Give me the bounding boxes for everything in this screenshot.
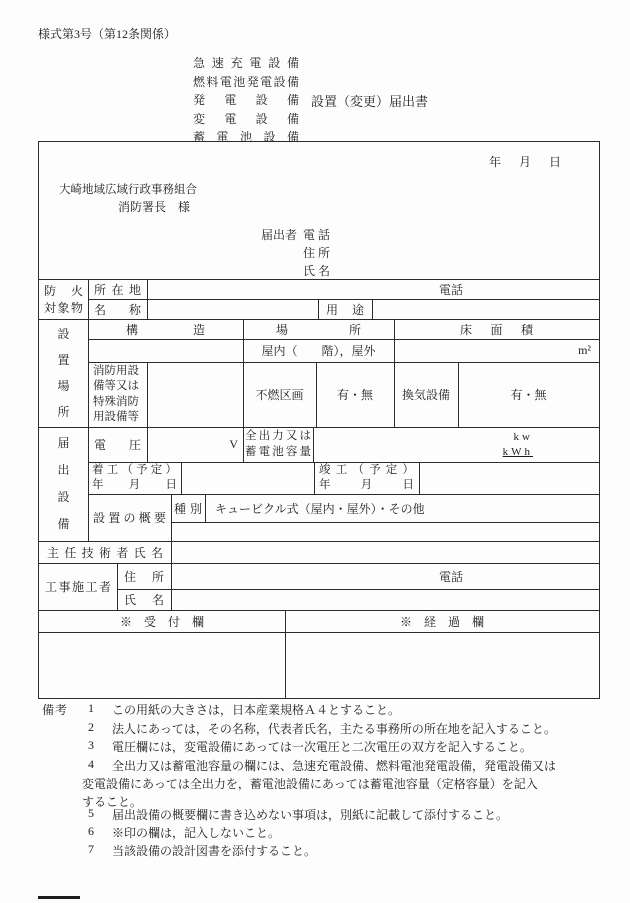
date-line: 年 月 日 (489, 155, 565, 169)
output-label: 全出力又は 蓄電池容量 (245, 430, 311, 458)
note-item: 1 この用紙の大きさは，日本産業規格Ａ４とすること。 (88, 701, 401, 717)
form-number: 様式第3号（第12条関係） (38, 27, 177, 41)
kw-unit: kw (513, 430, 533, 443)
ventilation-label: 換気設備 (401, 388, 450, 402)
structure-header: 構造 (126, 322, 205, 337)
kwh-unit: kWh (502, 445, 533, 458)
contractor-label: 工事施工者 (45, 580, 111, 594)
title-equipment-line: 変電設備 (193, 111, 299, 126)
note-item-continuation: すること。 (82, 795, 143, 809)
scan-artifact (38, 896, 80, 899)
fireproof-value: 有・無 (336, 388, 373, 402)
place-section-header: 設置場所 (57, 327, 70, 419)
voltage-label: 電圧 (94, 438, 141, 452)
table-line (171, 522, 599, 523)
applicant-name-label: 氏名 (303, 264, 334, 278)
fire-object-use-label: 用途 (326, 302, 364, 317)
notes-label: 備考 (42, 703, 69, 717)
note-item-continuation: 変電設備にあっては全出力を，蓄電池設備にあっては蓄電池容量（定格容量）を記入 (82, 777, 538, 791)
voltage-unit: V (229, 437, 238, 451)
applicant-label: 届出者 (261, 228, 298, 242)
note-item: 2 法人にあっては，その名称，代表者氏名，主たる事務所の所在地を記入すること。 (88, 720, 556, 736)
note-item: 5 届出設備の概要欄に書き込めない事項は，別紙に記載して添付すること。 (88, 806, 509, 822)
table-line (419, 462, 420, 494)
location-header: 場所 (276, 322, 361, 337)
fire-object-header (39, 279, 88, 319)
title-suffix: 設置（変更）届出書 (311, 94, 429, 109)
fire-object-address-label: 所在地 (94, 282, 141, 297)
overview-label: 設置の概要 (93, 511, 166, 525)
contractor-address-label: 住所 (124, 569, 164, 584)
chief-engineer-label: 主任技術者氏名 (47, 545, 163, 560)
table-line (117, 589, 599, 590)
applicant-phone-label: 電話 (303, 228, 334, 242)
note-item: 7 当該設備の設計図書を添付すること。 (88, 842, 317, 858)
progress-header: ※ 経 過 欄 (399, 614, 484, 629)
recipient-org: 大崎地域広域行政事務組合 (59, 184, 197, 196)
table-line (39, 632, 599, 633)
indoor-outdoor-value: 屋内（ 階），屋外 (261, 344, 376, 358)
capacity-units (313, 427, 599, 462)
equipment-section-header: 届出設備 (57, 436, 70, 531)
note-item: 3 電圧欄には，変電設備にあっては一次電圧と二次電圧の双方を記入すること。 (88, 738, 532, 754)
floor-area-header: 床面積 (460, 322, 533, 337)
reception-header: ※ 受 付 欄 (119, 614, 204, 629)
table-line (181, 462, 182, 494)
note-item: 6 ※印の欄は，記入しないこと。 (88, 824, 281, 840)
fire-object-header-line1: 防火 (44, 284, 83, 298)
fire-equipment-label: 消防用設備等又は特殊消防用設備等 (93, 364, 139, 423)
fire-object-phone-label: 電話 (438, 282, 463, 297)
area-unit: m² (578, 343, 591, 357)
form-table (38, 141, 600, 699)
title-equipment-line: 急速充電設備 (193, 56, 299, 70)
applicant-address-label: 住所 (303, 246, 334, 260)
start-date-label: 着工（予定） 年 月 日 (92, 463, 177, 491)
title-equipment-line: 発電設備 (193, 93, 299, 107)
recipient-title: 消防署長 様 (118, 200, 191, 214)
ventilation-value: 有・無 (510, 388, 547, 402)
title-equipment-line: 燃料電池発電設備 (193, 74, 299, 89)
table-line (147, 279, 148, 319)
type-label: 種別 (174, 501, 202, 516)
fire-object-name-label: 名称 (94, 302, 141, 317)
title-equipment-list (193, 54, 299, 147)
contractor-name-label: 氏名 (124, 593, 164, 607)
type-value: キュービクル式（屋内・屋外）・その他 (215, 501, 425, 516)
finish-date-label: 竣工（予定） 年 月 日 (319, 463, 414, 491)
table-line (372, 299, 373, 319)
note-item: 4 全出力又は蓄電池容量の欄には、急速充電設備、燃料電池発電設備，発電設備又は (88, 757, 557, 773)
contractor-phone-label: 電話 (438, 569, 463, 584)
fireproof-label: 不燃区画 (255, 388, 304, 402)
fire-object-header-line2: 対象物 (44, 301, 83, 315)
title-equipment-line: 蓄電池設備 (193, 130, 299, 144)
